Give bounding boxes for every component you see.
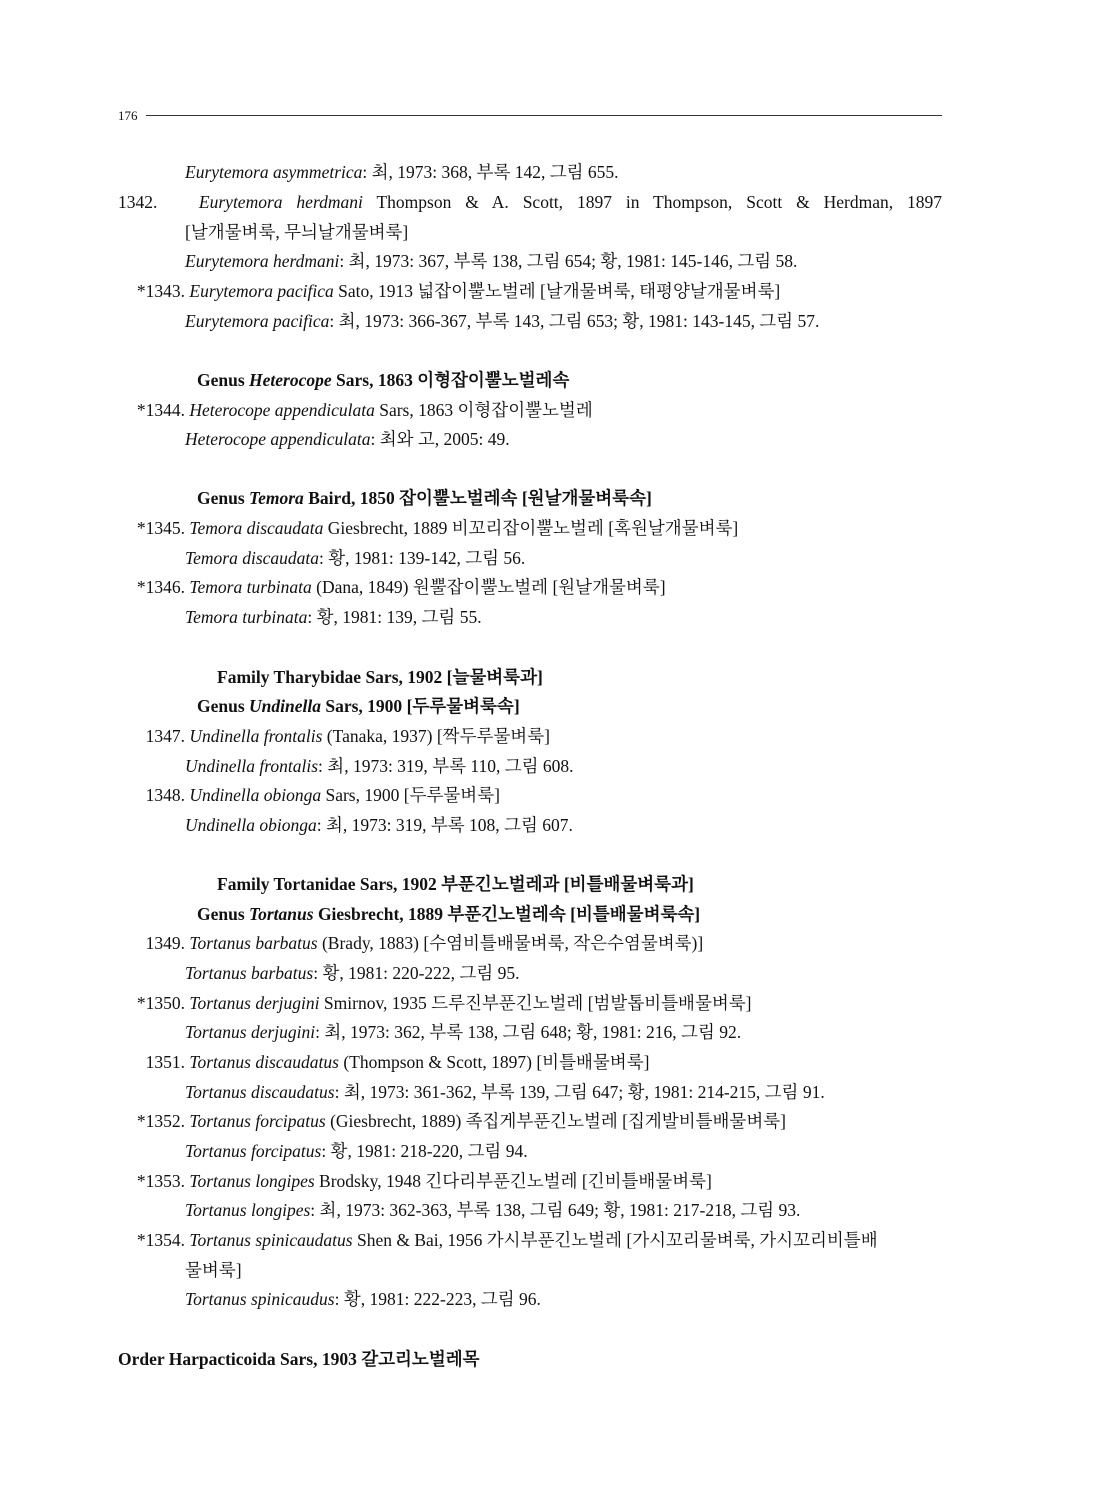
- authority-text: Brodsky, 1948 긴다리부푼긴노벌레 [긴비틀배물벼룩]: [314, 1171, 712, 1191]
- family-name: Family Tortanidae Sars, 1902: [217, 874, 442, 894]
- citation-line: [185, 428, 510, 450]
- authority-text: Smirnov, 1935 드루진부푼긴노벌레 [범발톱비틀배물벼룩]: [319, 993, 752, 1013]
- species-entry: [118, 399, 942, 421]
- citation-text: : 최, 1973: 362-363, 부록 138, 그림 649; 황, 1981: 217-218, 그림 93.: [310, 1200, 801, 1220]
- genus-authority: Giesbrecht, 1889: [313, 904, 448, 924]
- family-name: Family Tharybidae Sars, 1902: [217, 667, 447, 687]
- entry-number: *1352.: [136, 1111, 185, 1131]
- citation-line: [185, 310, 819, 332]
- species-name: Tortanus derjugini: [185, 1022, 316, 1042]
- citation-text: : 최, 1973: 368, 부록 142, 그림 655.: [362, 162, 619, 182]
- authority-text: (Tanaka, 1937) [짝두루물벼룩]: [322, 726, 550, 746]
- citation-text: : 최, 1973: 362, 부록 138, 그림 648; 황, 1981: 216, 그림 92.: [315, 1022, 742, 1042]
- genus-label: Genus: [197, 696, 250, 716]
- entry-number: 1349.: [145, 933, 185, 953]
- genus-korean: [두루물벼룩속]: [406, 696, 520, 716]
- genus-heading: [197, 487, 652, 509]
- header-rule: [146, 115, 942, 116]
- family-heading: [217, 873, 694, 895]
- species-name: Undinella obionga: [189, 785, 322, 805]
- authority-text: Shen & Bai, 1956 가시부푼긴노벌레 [가시꼬리물벼룩, 가시꼬리비틀배: [352, 1230, 878, 1250]
- continuation-line: [185, 221, 408, 243]
- citation-text: : 최, 1973: 361-362, 부록 139, 그림 647; 황, 1981: 214-215, 그림 91.: [334, 1082, 825, 1102]
- species-entry: [118, 1110, 942, 1132]
- citation-text: : 최, 1973: 366-367, 부록 143, 그림 653; 황, 1981: 143-145, 그림 57.: [329, 311, 820, 331]
- species-name: Heterocope appendiculata: [185, 429, 371, 449]
- citation-line: [185, 1140, 528, 1162]
- authority-text: (Thompson & Scott, 1897) [비틀배물벼룩]: [338, 1052, 650, 1072]
- genus-authority: Sars, 1863: [331, 370, 418, 390]
- citation-line: [185, 1199, 800, 1221]
- authority-text: Sars, 1900 [두루물벼룩]: [321, 785, 500, 805]
- authority-text: (Dana, 1849) 원뿔잡이뿔노벌레 [원날개물벼룩]: [311, 577, 666, 597]
- common-names: 물벼룩]: [185, 1260, 242, 1280]
- entry-number: 1347.: [145, 726, 185, 746]
- species-name: Tortanus barbatus: [189, 933, 318, 953]
- species-name: Temora turbinata: [185, 607, 308, 627]
- genus-name: Tortanus: [249, 904, 314, 924]
- common-names: [날개물벼룩, 무늬날개물벼룩]: [185, 222, 409, 242]
- citation-text: : 황, 1981: 220-222, 그림 95.: [313, 963, 520, 983]
- citation-text: : 황, 1981: 222-223, 그림 96.: [334, 1289, 541, 1309]
- genus-name: Temora: [249, 488, 304, 508]
- entry-number: *1346.: [136, 577, 185, 597]
- species-name: Tortanus longipes: [189, 1171, 315, 1191]
- species-entry: [118, 992, 942, 1014]
- species-entry: [118, 191, 942, 213]
- species-name: Eurytemora asymmetrica: [185, 162, 363, 182]
- authority-text: Sato, 1913 넓잡이뿔노벌레 [날개물벼룩, 태평양날개물벼룩]: [333, 281, 781, 301]
- genus-heading: [197, 903, 700, 925]
- authority-text: (Giesbrecht, 1889) 족집게부푼긴노벌레 [집게발비틀배물벼룩]: [325, 1111, 786, 1131]
- entry-number: 1342.: [118, 192, 158, 212]
- genus-korean: 잡이뿔노벌레속 [원날개물벼룩속]: [399, 488, 652, 508]
- species-entry: [118, 1170, 942, 1192]
- species-name: Eurytemora herdmani: [198, 192, 363, 212]
- species-name: Tortanus forcipatus: [185, 1141, 322, 1161]
- order-name: Order Harpacticoida Sars, 1903: [118, 1349, 362, 1369]
- citation-line: [185, 547, 525, 569]
- citation-text: : 황, 1981: 139-142, 그림 56.: [319, 548, 526, 568]
- authority-text: Giesbrecht, 1889 비꼬리잡이뿔노벌레 [혹원날개물벼룩]: [323, 518, 739, 538]
- species-name: Eurytemora pacifica: [189, 281, 334, 301]
- genus-label: Genus: [197, 488, 250, 508]
- species-name: Tortanus spinicaudus: [185, 1289, 335, 1309]
- genus-heading: [197, 369, 569, 391]
- page-header: [118, 106, 942, 126]
- citation-text: : 최, 1973: 319, 부록 110, 그림 608.: [318, 756, 574, 776]
- citation-line: [185, 814, 573, 836]
- citation-line: [185, 250, 797, 272]
- species-entry: [118, 1229, 942, 1251]
- citation-line: [185, 1021, 741, 1043]
- family-korean: [늘물벼룩과]: [446, 667, 543, 687]
- species-entry: [118, 1051, 942, 1073]
- citation-text: : 최, 1973: 319, 부록 108, 그림 607.: [316, 815, 573, 835]
- genus-authority: Baird, 1850: [303, 488, 400, 508]
- species-name: Tortanus longipes: [185, 1200, 311, 1220]
- species-name: Tortanus barbatus: [185, 963, 314, 983]
- genus-authority: Sars, 1900: [321, 696, 407, 716]
- species-name: Eurytemora pacifica: [185, 311, 330, 331]
- entry-number: *1350.: [136, 993, 185, 1013]
- species-name: Temora turbinata: [189, 577, 312, 597]
- entry-number: *1343.: [136, 281, 185, 301]
- entry-number: *1345.: [136, 518, 185, 538]
- genus-heading: [197, 695, 520, 717]
- species-name: Heterocope appendiculata: [189, 400, 375, 420]
- authority-text: (Brady, 1883) [수염비틀배물벼룩, 작은수염물벼룩)]: [317, 933, 704, 953]
- authority-text: Thompson & A. Scott, 1897 in Thompson, Scott & Herdman, 1897: [362, 192, 943, 212]
- species-entry: [118, 280, 942, 302]
- species-name: Eurytemora herdmani: [185, 251, 340, 271]
- citation-line: [185, 606, 482, 628]
- species-entry: [118, 725, 942, 747]
- species-name: Undinella frontalis: [185, 756, 319, 776]
- species-name: Tortanus spinicaudatus: [189, 1230, 353, 1250]
- genus-label: Genus: [197, 904, 250, 924]
- citation-line: [185, 1288, 541, 1310]
- genus-name: Undinella: [249, 696, 321, 716]
- species-entry: [118, 517, 942, 539]
- species-name: Temora discaudata: [189, 518, 324, 538]
- genus-name: Heterocope: [249, 370, 332, 390]
- citation-text: : 황, 1981: 218-220, 그림 94.: [321, 1141, 528, 1161]
- citation-text: : 최와 고, 2005: 49.: [370, 429, 510, 449]
- genus-label: Genus: [197, 370, 250, 390]
- genus-korean: 부푼긴노벌레속 [비틀배물벼룩속]: [447, 904, 701, 924]
- order-heading: [118, 1348, 480, 1370]
- genus-korean: 이형잡이뿔노벌레속: [417, 370, 570, 390]
- family-heading: [217, 666, 543, 688]
- species-entry: [118, 576, 942, 598]
- family-korean: 부푼긴노벌레과 [비틀배물벼룩과]: [441, 874, 694, 894]
- entry-number: *1344.: [136, 400, 185, 420]
- species-name: Undinella obionga: [185, 815, 317, 835]
- citation-line: [185, 755, 574, 777]
- continuation-line: [185, 1259, 242, 1281]
- authority-text: Sars, 1863 이형잡이뿔노벌레: [374, 400, 593, 420]
- entry-number: *1353.: [136, 1171, 185, 1191]
- citation-line: [185, 962, 520, 984]
- species-name: Tortanus forcipatus: [189, 1111, 326, 1131]
- citation-line: [185, 1081, 825, 1103]
- species-entry: [118, 932, 942, 954]
- entry-number: 1348.: [145, 785, 185, 805]
- citation-text: : 최, 1973: 367, 부록 138, 그림 654; 황, 1981: 145-146, 그림 58.: [339, 251, 798, 271]
- species-entry: [118, 784, 942, 806]
- species-name: Tortanus derjugini: [189, 993, 320, 1013]
- order-korean: 갈고리노벌레목: [361, 1349, 480, 1369]
- species-name: Temora discaudata: [185, 548, 320, 568]
- species-name: Undinella frontalis: [189, 726, 323, 746]
- species-name: Tortanus discaudatus: [189, 1052, 339, 1072]
- species-name: Tortanus discaudatus: [185, 1082, 335, 1102]
- entry-number: 1351.: [145, 1052, 185, 1072]
- citation-line: [185, 161, 619, 183]
- page-number: 176: [118, 108, 138, 123]
- entry-number: *1354.: [136, 1230, 185, 1250]
- citation-text: : 황, 1981: 139, 그림 55.: [307, 607, 482, 627]
